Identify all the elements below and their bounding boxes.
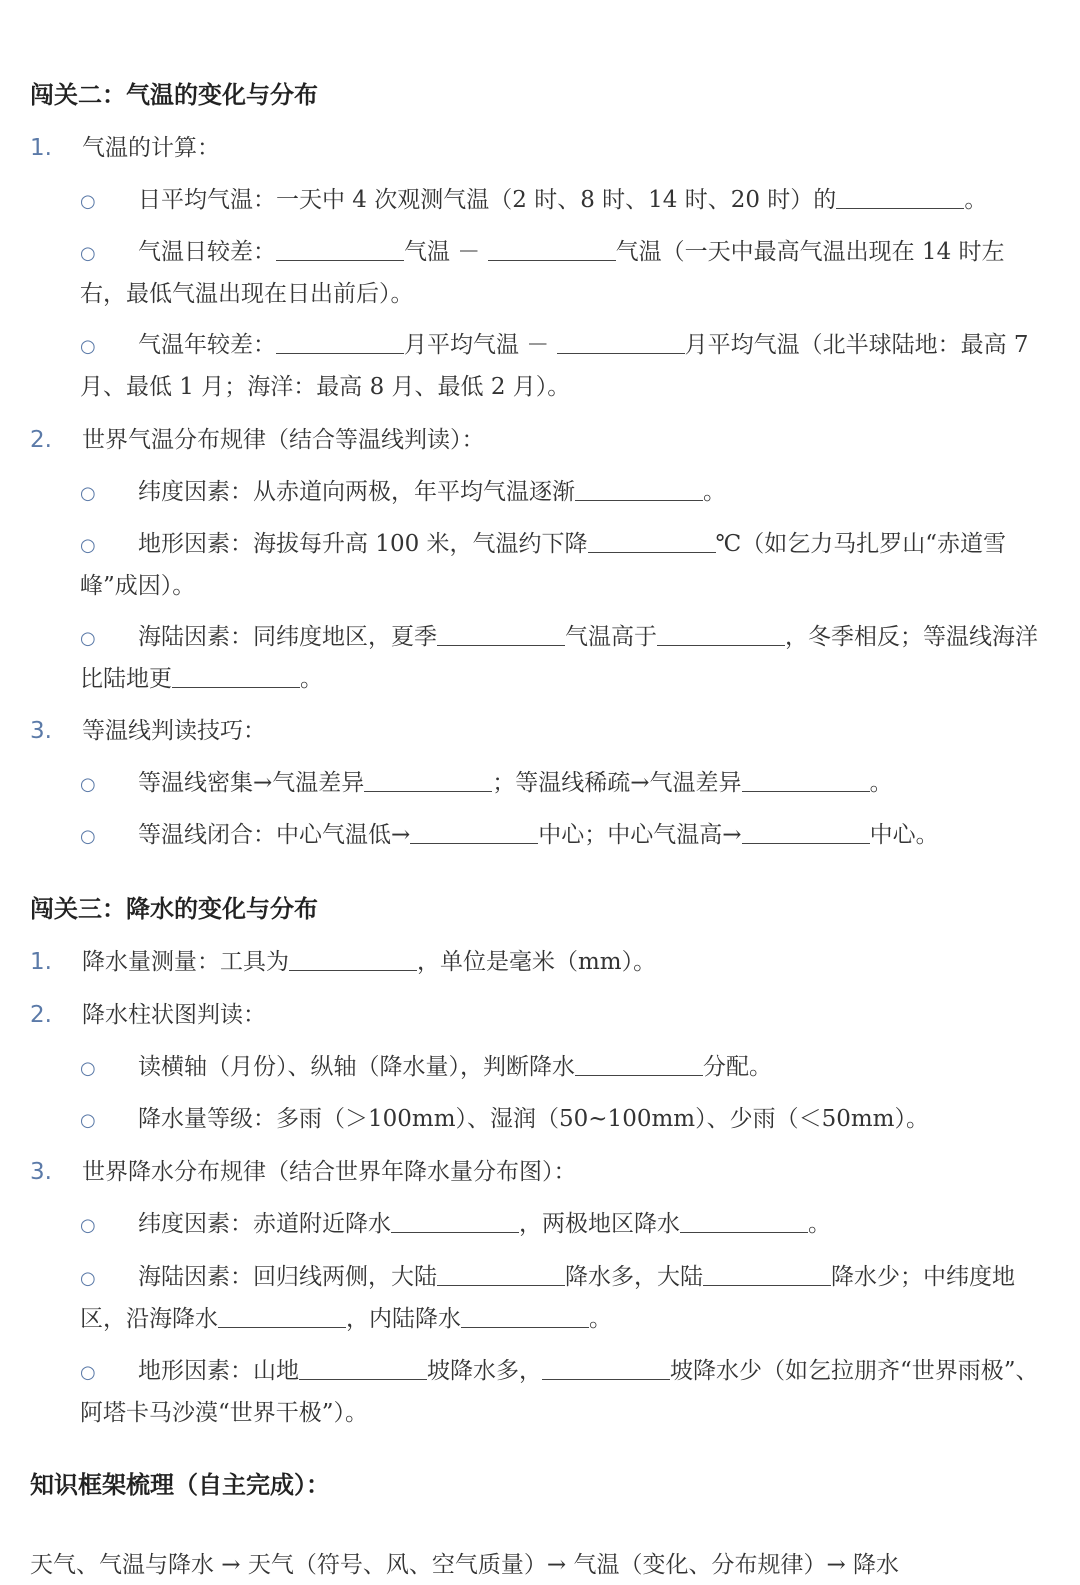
bullet-icon: ○ (80, 243, 96, 264)
sub-item-precip-latitude: ○ 纬度因素：赤道附近降水 ，两极地区降水 。 (80, 1204, 1050, 1246)
answer-blank[interactable] (742, 769, 870, 792)
answer-blank[interactable] (461, 1305, 589, 1328)
answer-blank[interactable] (742, 821, 870, 844)
item-text: 等温线判读技巧： (82, 718, 266, 744)
answer-blank[interactable] (172, 665, 300, 688)
answer-blank[interactable] (391, 1210, 519, 1233)
section-title-framework: 知识框架梳理（自主完成）： (30, 1470, 330, 1499)
sub-item-precip-levels: ○ 降水量等级：多雨（＞100mm）、湿润（50~100mm）、少雨（＜50mm）。 (80, 1099, 1050, 1141)
answer-blank[interactable] (557, 331, 685, 354)
answer-blank[interactable] (542, 1357, 670, 1380)
bullet-icon: ○ (80, 1110, 96, 1131)
framework-text: 天气、气温与降水 → 天气（符号、风、空气质量）→ 气温（变化、分布规律）→ 降水 (30, 1552, 900, 1578)
sub-item-latitude: ○ 纬度因素：从赤道向两极，年平均气温逐渐 。 (80, 472, 1050, 514)
answer-blank[interactable] (836, 186, 964, 209)
answer-blank[interactable] (680, 1210, 808, 1233)
answer-blank[interactable] (276, 331, 404, 354)
item-text: 世界降水分布规律（结合世界年降水量分布图）： (82, 1159, 577, 1185)
list-item-1 (30, 128, 1050, 168)
item-number: 3. (30, 1159, 52, 1185)
section-title-precipitation: 闯关三：降水的变化与分布 (30, 894, 318, 923)
bullet-icon: ○ (80, 336, 96, 357)
answer-blank[interactable] (657, 623, 785, 646)
section-title-temperature: 闯关二：气温的变化与分布 (30, 80, 318, 109)
bullet-icon: ○ (80, 191, 96, 212)
sub-item-precip-land-sea: ○ 海陆因素：回归线两侧，大陆 降水多，大陆 降水少；中纬度地区，沿海降水 ，内陆降水 。 (80, 1257, 1050, 1340)
answer-blank[interactable] (488, 238, 616, 261)
sub-item-annual-range: ○ 气温年较差： 月平均气温 － 月平均气温（北半球陆地：最高 7 月、最低 1 月；海洋：最高 8 月、最低 2 月）。 (80, 325, 1050, 408)
sub-item-daily-range: ○ 气温日较差： 气温 － 气温（一天中最高气温出现在 14 时左右，最低气温出现在日出前后）。 (80, 232, 1050, 315)
list-item-2 (30, 995, 1050, 1035)
answer-blank[interactable] (218, 1305, 346, 1328)
answer-blank[interactable] (575, 1053, 703, 1076)
item-text: 气温的计算： (82, 135, 220, 161)
sub-item-daily-average: ○ 日平均气温：一天中 4 次观测气温（2 时、8 时、14 时、20 时）的 。 (80, 180, 1050, 222)
list-item-2 (30, 420, 1050, 460)
sub-item-dense-sparse: ○ 等温线密集→气温差异 ；等温线稀疏→气温差异 。 (80, 763, 1050, 805)
answer-blank[interactable] (276, 238, 404, 261)
item-number: 2. (30, 1002, 52, 1028)
item-number: 2. (30, 427, 52, 453)
list-item-1: 1. 降水量测量：工具为 ，单位是毫米（mm）。 (30, 942, 1050, 982)
answer-blank[interactable] (588, 530, 716, 553)
bullet-icon: ○ (80, 1058, 96, 1079)
answer-blank[interactable] (410, 821, 538, 844)
sub-item-terrain: ○ 地形因素：海拔每升高 100 米，气温约下降 ℃（如乞力马扎罗山“赤道雪峰”成因）。 (80, 524, 1050, 607)
answer-blank[interactable] (299, 1357, 427, 1380)
answer-blank[interactable] (437, 1263, 565, 1286)
list-item-3 (30, 1152, 1050, 1192)
sub-item-bar-chart-reading: ○ 读横轴（月份）、纵轴（降水量），判断降水 分配。 (80, 1047, 1050, 1089)
answer-blank[interactable] (364, 769, 492, 792)
sub-item-land-sea: ○ 海陆因素：同纬度地区，夏季 气温高于 ，冬季相反；等温线海洋比陆地更 。 (80, 617, 1050, 700)
item-number: 1. (30, 135, 52, 161)
bullet-icon: ○ (80, 774, 96, 795)
sub-item-closed-isotherm: ○ 等温线闭合：中心气温低→ 中心；中心气温高→ 中心。 (80, 815, 1050, 857)
bullet-icon: ○ (80, 1215, 96, 1236)
answer-blank[interactable] (703, 1263, 831, 1286)
item-text: 降水柱状图判读： (82, 1002, 266, 1028)
item-number: 1. (30, 949, 52, 975)
bullet-icon: ○ (80, 1268, 96, 1289)
item-number: 3. (30, 718, 52, 744)
sub-item-precip-terrain: ○ 地形因素：山地 坡降水多， 坡降水少（如乞拉朋齐“世界雨极”、阿塔卡马沙漠“世界干极”）。 (80, 1351, 1050, 1434)
answer-blank[interactable] (575, 478, 703, 501)
bullet-icon: ○ (80, 535, 96, 556)
answer-blank[interactable] (437, 623, 565, 646)
bullet-icon: ○ (80, 826, 96, 847)
list-item-3 (30, 711, 1050, 751)
bullet-icon: ○ (80, 483, 96, 504)
item-text: 世界气温分布规律（结合等温线判读）： (82, 427, 485, 453)
bullet-icon: ○ (80, 1362, 96, 1383)
answer-blank[interactable] (289, 948, 417, 971)
bullet-icon: ○ (80, 628, 96, 649)
